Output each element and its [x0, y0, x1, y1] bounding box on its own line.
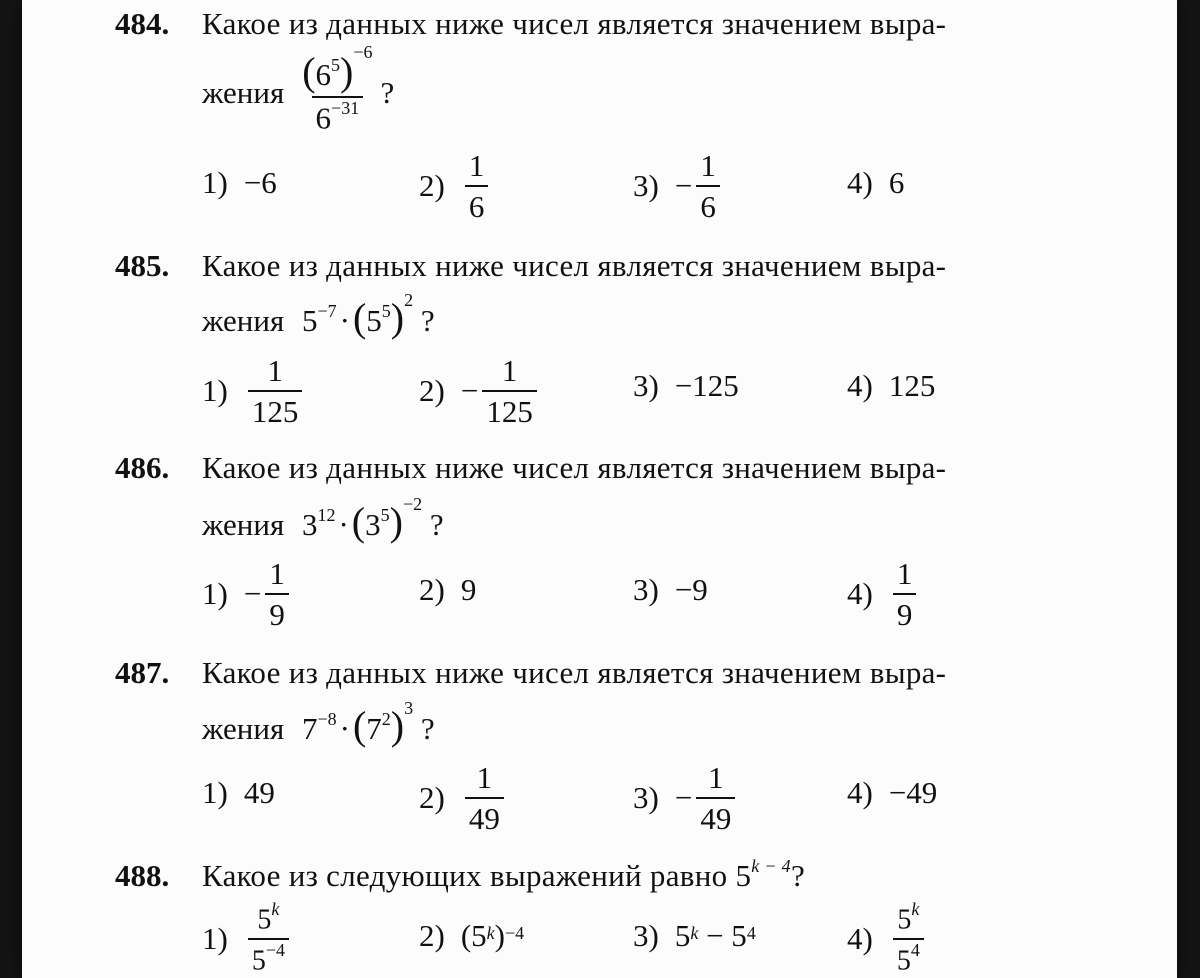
problem-number: 487. — [115, 655, 170, 690]
answer-option-2[interactable]: 2) − $\frac{1}{125}$ — [419, 355, 541, 427]
expression-fraction: $\frac{(6^5)^{-6}}{6^{-31}}$ — [302, 41, 373, 136]
answer-option-4[interactable]: 4) −49 — [847, 775, 938, 810]
stem-word: жения — [202, 74, 285, 110]
expression-line: жения $3^{12}\cdot(3^5)^{-2}$ ? — [202, 493, 444, 544]
answer-option-2[interactable]: 2) $\frac{1}{6}$ — [419, 150, 492, 222]
problem-stem: Какое из данных ниже чисел является значением выра- — [202, 450, 947, 485]
question-mark: ? — [380, 74, 395, 110]
expression-line: жения $5^{-7}\cdot(5^5)^2$ ? — [202, 289, 435, 340]
answer-option-3[interactable]: 3) −9 — [633, 572, 708, 607]
answer-option-1[interactable]: 1) −6 — [202, 165, 277, 200]
answer-option-4[interactable]: 4) $\frac{1}{9}$ — [847, 558, 920, 630]
answer-option-2[interactable]: 2) 9 — [419, 572, 477, 607]
answer-option-3[interactable]: 3) 5 $^k$ − 5 $^4$ — [633, 918, 756, 953]
answer-option-3[interactable]: 3) − $\frac{1}{6}$ — [633, 150, 724, 222]
expression-line: жения $7^{-8}\cdot(7^2)^3$ ? — [202, 697, 435, 748]
answer-option-2[interactable]: 2) (5 $^k$ ) $^{-4}$ — [419, 918, 525, 953]
answer-option-1[interactable]: 1) $\frac{1}{125}$ — [202, 355, 306, 427]
answer-option-3[interactable]: 3) −125 — [633, 368, 739, 403]
answer-option-4[interactable]: 4) 6 — [847, 165, 905, 200]
answer-option-4[interactable]: 4) $\frac{5^k}{5^4}$ — [847, 903, 928, 976]
answer-option-3[interactable]: 3) − $\frac{1}{49}$ — [633, 762, 739, 834]
answer-option-2[interactable]: 2) $\frac{1}{49}$ — [419, 762, 508, 834]
answer-option-1[interactable]: 1) − $\frac{1}{9}$ — [202, 558, 293, 630]
problem-stem: Какое из данных ниже чисел является значением выра- — [202, 6, 947, 41]
answer-option-1[interactable]: 1) $\frac{5^k}{5^{-4}}$ — [202, 903, 293, 976]
problem-stem: Какое из данных ниже чисел является значением выра- — [202, 248, 947, 283]
problem-number: 488. — [115, 858, 170, 893]
textbook-page — [22, 0, 1177, 978]
problem-number: 485. — [115, 248, 170, 283]
answer-option-4[interactable]: 4) 125 — [847, 368, 936, 403]
expression-line — [202, 41, 395, 136]
problem-number: 486. — [115, 450, 170, 485]
answer-option-1[interactable]: 1) 49 — [202, 775, 275, 810]
problem-stem: Какое из следующих выражений равно $5^{k - 4}$? — [202, 855, 805, 893]
problem-number: 484. — [115, 6, 170, 41]
problem-stem: Какое из данных ниже чисел является значением выра- — [202, 655, 947, 690]
